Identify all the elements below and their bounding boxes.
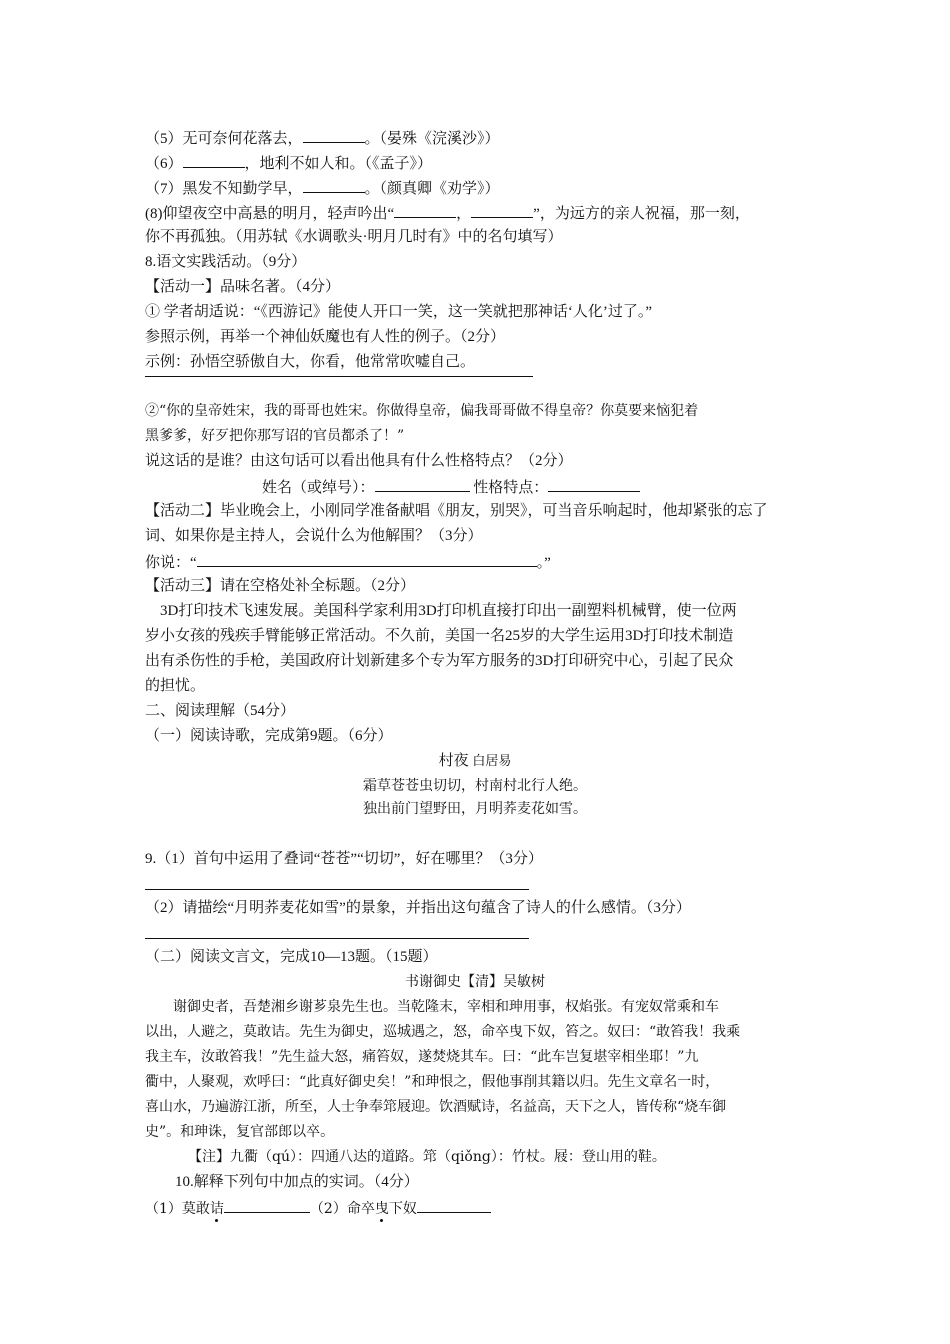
trait-blank[interactable] [548, 475, 640, 492]
answer-blank[interactable] [417, 1196, 491, 1213]
answer-blank[interactable] [224, 1196, 310, 1213]
answer-line[interactable] [145, 938, 529, 939]
poem-line-1: 霜草苍苍虫切切，村南村北行人绝。 [363, 778, 587, 794]
news-line-3: 出有杀伤性的手枪，美国政府计划新建多个专为军方服务的3D打印研究中心，引起了民众 [145, 653, 734, 669]
say-suffix: 。” [536, 555, 551, 571]
novel-quote-line-2: 黑爹爹，好歹把你那写诏的官员都杀了！” [145, 428, 405, 444]
prose-line-3: 我主车，汝敢笞我！”先生益大怒，痛笞奴，遂焚烧其车。曰：“此车岂复堪宰相坐耶！”九 [145, 1049, 699, 1065]
name-trait-row [262, 475, 640, 499]
section-2-heading: （二）阅读文言文，完成10—13题。（15题） [145, 949, 438, 965]
novel-quote-prompt: 说这话的是谁？由这句话可以看出他具有什么性格特点？（2分） [145, 453, 573, 469]
activity-3-heading: 【活动三】请在空格处补全标题。（2分） [145, 578, 416, 594]
news-line-1: 3D打印技术飞速发展。美国科学家利用3D打印机直接打印出一副塑料机械臂，使一位两 [160, 603, 737, 619]
name-blank[interactable] [375, 475, 470, 492]
question-line-8 [145, 201, 750, 225]
dotted-word: 曳 [374, 1201, 389, 1217]
item-2-text: （2）命卒 [309, 1201, 375, 1217]
item-1-text: （1）莫敢 [145, 1201, 210, 1217]
question-8-title: 8.语文实践活动。（9分） [145, 254, 307, 270]
question-line-6 [145, 151, 432, 175]
poem-title-row [0, 750, 950, 773]
news-line-2: 岁小女孩的残疾手臂能够正常活动。不久前，美国一名25岁的大学生运用3D打印技术制造 [145, 628, 734, 644]
answer-blank[interactable] [471, 201, 533, 218]
prose-title: 书谢御史【清】吴敏树 [405, 974, 545, 990]
answer-blank[interactable] [394, 201, 456, 218]
item-2-text-end: 下奴 [388, 1201, 417, 1217]
section-1-heading: （一）阅读诗歌，完成第9题。（6分） [145, 728, 393, 744]
activity-1-heading: 【活动一】品味名著。（4分） [145, 279, 341, 295]
say-prefix: 你说：“ [145, 555, 197, 571]
line-text: (8)仰望夜空中高悬的明月，轻声吟出“ [145, 206, 395, 222]
prose-line-4: 衢中，人聚观，欢呼曰：“此真好御史矣！”和珅恨之，假他事削其籍以归。先生文章名一时， [145, 1074, 720, 1090]
line-text: （7）黑发不知勤学早， [145, 181, 303, 197]
answer-line[interactable] [145, 889, 529, 890]
question-10-title: 10.解释下列句中加点的实词。（4分） [175, 1174, 419, 1190]
line-text: （5）无可奈何花落去， [145, 131, 303, 147]
answer-blank[interactable] [303, 126, 365, 143]
poem-author: 白居易 [472, 754, 512, 769]
question-line-8-cont: 你不再孤独。（用苏轼《水调歌头·明月几时有》中的名句填写） [145, 229, 563, 245]
line-text: （6） [145, 156, 183, 172]
question-9-2: （2）请描绘“月明荞麦花如雪”的景象，并指出这句蕴含了诗人的什么感情。（3分） [145, 900, 691, 916]
annotation-note: 【注】九衢（qú）：四通八达的道路。筇（qiǒng）：竹杖。屐：登山用的鞋。 [188, 1149, 666, 1165]
line-text: 。（晏殊《浣溪沙》） [364, 131, 500, 147]
line-text: ”，为远方的亲人祝福，那一刻， [533, 206, 750, 222]
answer-blank[interactable] [197, 550, 537, 567]
question-line-7 [145, 176, 500, 200]
poem-title: 村夜 [438, 753, 469, 769]
activity-2-line-1: 【活动二】毕业晚会上，小刚同学准备献唱《朋友，别哭》，可当音乐响起时，他却紧张的忘了 [145, 503, 768, 519]
question-line-5 [145, 126, 500, 150]
question-10-items [145, 1196, 491, 1220]
line-text: ，地利不如人和。（《孟子》） [244, 156, 433, 172]
news-line-4: 的担忧。 [145, 678, 206, 694]
line-text: ， [456, 206, 472, 222]
prose-line-5: 喜山水，乃遍游江浙，所至，人士争奉筇屐迎。饮酒赋诗，名益高，天下之人，皆传称“烧车御 [145, 1099, 727, 1115]
prose-line-2: 以出，人避之，莫敢诘。先生为御史，巡城遇之，怒，命卒曳下奴，笞之。奴曰：“敢笞我！我乘 [145, 1024, 741, 1040]
line-text: 。（颜真卿《劝学》） [364, 181, 500, 197]
novel-quote-line-1: ②“你的皇帝姓宋，我的哥哥也姓宋。你做得皇帝，偏我哥哥做不得皇帝？你莫要来恼犯着 [145, 403, 699, 419]
part-2-title: 二、阅读理解（54分） [145, 703, 296, 719]
dotted-word: 诘 [209, 1201, 224, 1217]
prose-line-1: 谢御史者，吾楚湘乡谢芗泉先生也。当乾隆末，宰相和珅用事，权焰张。有宠奴常乘和车 [173, 999, 719, 1015]
answer-blank[interactable] [183, 151, 245, 168]
name-label: 姓名（或绰号）： [262, 480, 375, 496]
poem-line-2: 独出前门望野田，月明荞麦花如雪。 [363, 801, 587, 817]
trait-label: 性格特点： [469, 480, 549, 496]
activity-1-prompt: 参照示例，再举一个神仙妖魔也有人性的例子。（2分） [145, 329, 506, 345]
prose-line-6: 史”。和珅诛，复官部郎以卒。 [145, 1124, 335, 1140]
activity-2-answer [145, 550, 551, 574]
answer-line[interactable] [145, 376, 533, 377]
question-9-1: 9.（1）首句中运用了叠词“苍苍”“切切”，好在哪里？（3分） [145, 851, 543, 867]
answer-blank[interactable] [303, 176, 365, 193]
activity-1-quote: ① 学者胡适说：“《西游记》能使人开口一笑，这一笑就把那神话‘人化’过了。” [145, 304, 653, 320]
activity-2-line-2: 词、如果你是主持人，会说什么为他解围？（3分） [145, 528, 483, 544]
activity-1-example: 示例：孙悟空骄傲自大，你看，他常常吹嘘自己。 [145, 354, 476, 370]
